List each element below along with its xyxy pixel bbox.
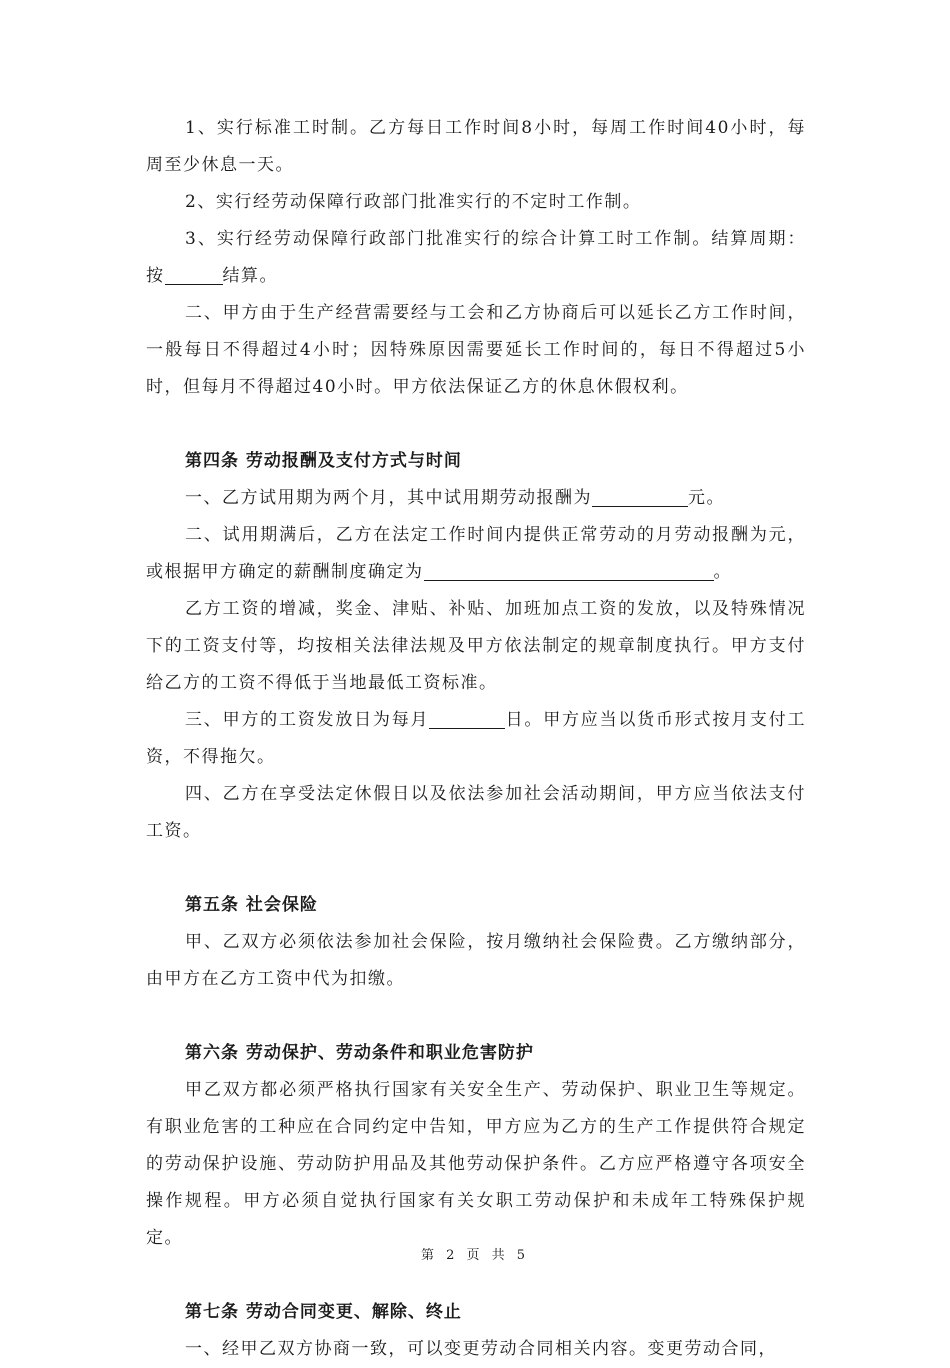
hours-clause-3 bbox=[146, 221, 806, 295]
salary-system-blank[interactable] bbox=[424, 560, 714, 581]
article-4-clause-5: 四、乙方在享受法定休假日以及依法参加社会活动期间，甲方应当依法支付工资。 bbox=[146, 784, 806, 841]
article-7-heading: 第七条 劳动合同变更、解除、终止 bbox=[185, 1302, 462, 1322]
article-4-clause-1-tail: 元。 bbox=[688, 488, 725, 508]
hours-clause-3-tail: 结算。 bbox=[222, 266, 278, 286]
article-4-clause-4-text: 三、甲方的工资发放日为每月 bbox=[185, 710, 430, 730]
article-4-clause-1 bbox=[146, 480, 806, 517]
document-body bbox=[146, 110, 806, 1368]
hours-clause-1: 1、实行标准工时制。乙方每日工作时间8小时，每周工作时间40小时，每周至少休息一天。 bbox=[146, 118, 806, 175]
article-6-clause-1: 甲乙双方都必须严格执行国家有关安全生产、劳动保护、职业卫生等规定。有职业危害的工种应在合同约定中告知，甲方应为乙方的生产工作提供符合规定的劳动保护设施、劳动防护用品及其他劳动保护条件。乙方应严格遵守各项安全操作规程。甲方必须自觉执行国家有关女职工劳动保护和未成年工特殊保护规定。 bbox=[146, 1080, 806, 1248]
article-4-clause-3: 乙方工资的增减，奖金、津贴、补贴、加班加点工资的发放，以及特殊情况下的工资支付等，均按相关法律法规及甲方依法制定的规章制度执行。甲方支付给乙方的工资不得低于当地最低工资标准。 bbox=[146, 599, 806, 693]
settlement-period-blank[interactable] bbox=[165, 264, 223, 285]
article-7-clause-1: 一、经甲乙双方协商一致，可以变更劳动合同相关内容。变更劳动合同， bbox=[185, 1339, 777, 1359]
overtime-clause: 二、甲方由于生产经营需要经与工会和乙方协商后可以延长乙方工作时间，一般每日不得超过4小时；因特殊原因需要延长工作时间的，每日不得超过5小时，但每月不得超过40小时。甲方依法保证乙方的休息休假权利。 bbox=[146, 303, 806, 397]
article-4-clause-4-tail: 日。甲方应当以货币形式按月支付工资，不得拖欠。 bbox=[146, 710, 807, 767]
article-6-heading: 第六条 劳动保护、劳动条件和职业危害防护 bbox=[185, 1043, 534, 1063]
article-4-clause-4 bbox=[146, 702, 806, 776]
hours-clause-2: 2、实行经劳动保障行政部门批准实行的不定时工作制。 bbox=[185, 192, 642, 212]
hours-clause-3-text: 3、实行经劳动保障行政部门批准实行的综合计算工时工作制。结算周期：按 bbox=[146, 229, 806, 286]
article-4-clause-1-text: 一、乙方试用期为两个月，其中试用期劳动报酬为 bbox=[185, 488, 592, 508]
article-4-clause-2-text: 二、试用期满后，乙方在法定工作时间内提供正常劳动的月劳动报酬为元，或根据甲方确定的薪酬制度确定为 bbox=[146, 525, 806, 582]
article-5-clause-1: 甲、乙双方必须依法参加社会保险，按月缴纳社会保险费。乙方缴纳部分，由甲方在乙方工资中代为扣缴。 bbox=[146, 932, 806, 989]
article-4-clause-2 bbox=[146, 517, 806, 591]
article-5-heading: 第五条 社会保险 bbox=[185, 895, 318, 915]
payday-blank[interactable] bbox=[429, 708, 505, 729]
page-number-footer: 第 2 页 共 5 bbox=[420, 1248, 530, 1263]
probation-pay-blank[interactable] bbox=[592, 486, 688, 507]
article-4-clause-2-tail: 。 bbox=[713, 562, 732, 582]
article-4-heading: 第四条 劳动报酬及支付方式与时间 bbox=[185, 451, 462, 471]
